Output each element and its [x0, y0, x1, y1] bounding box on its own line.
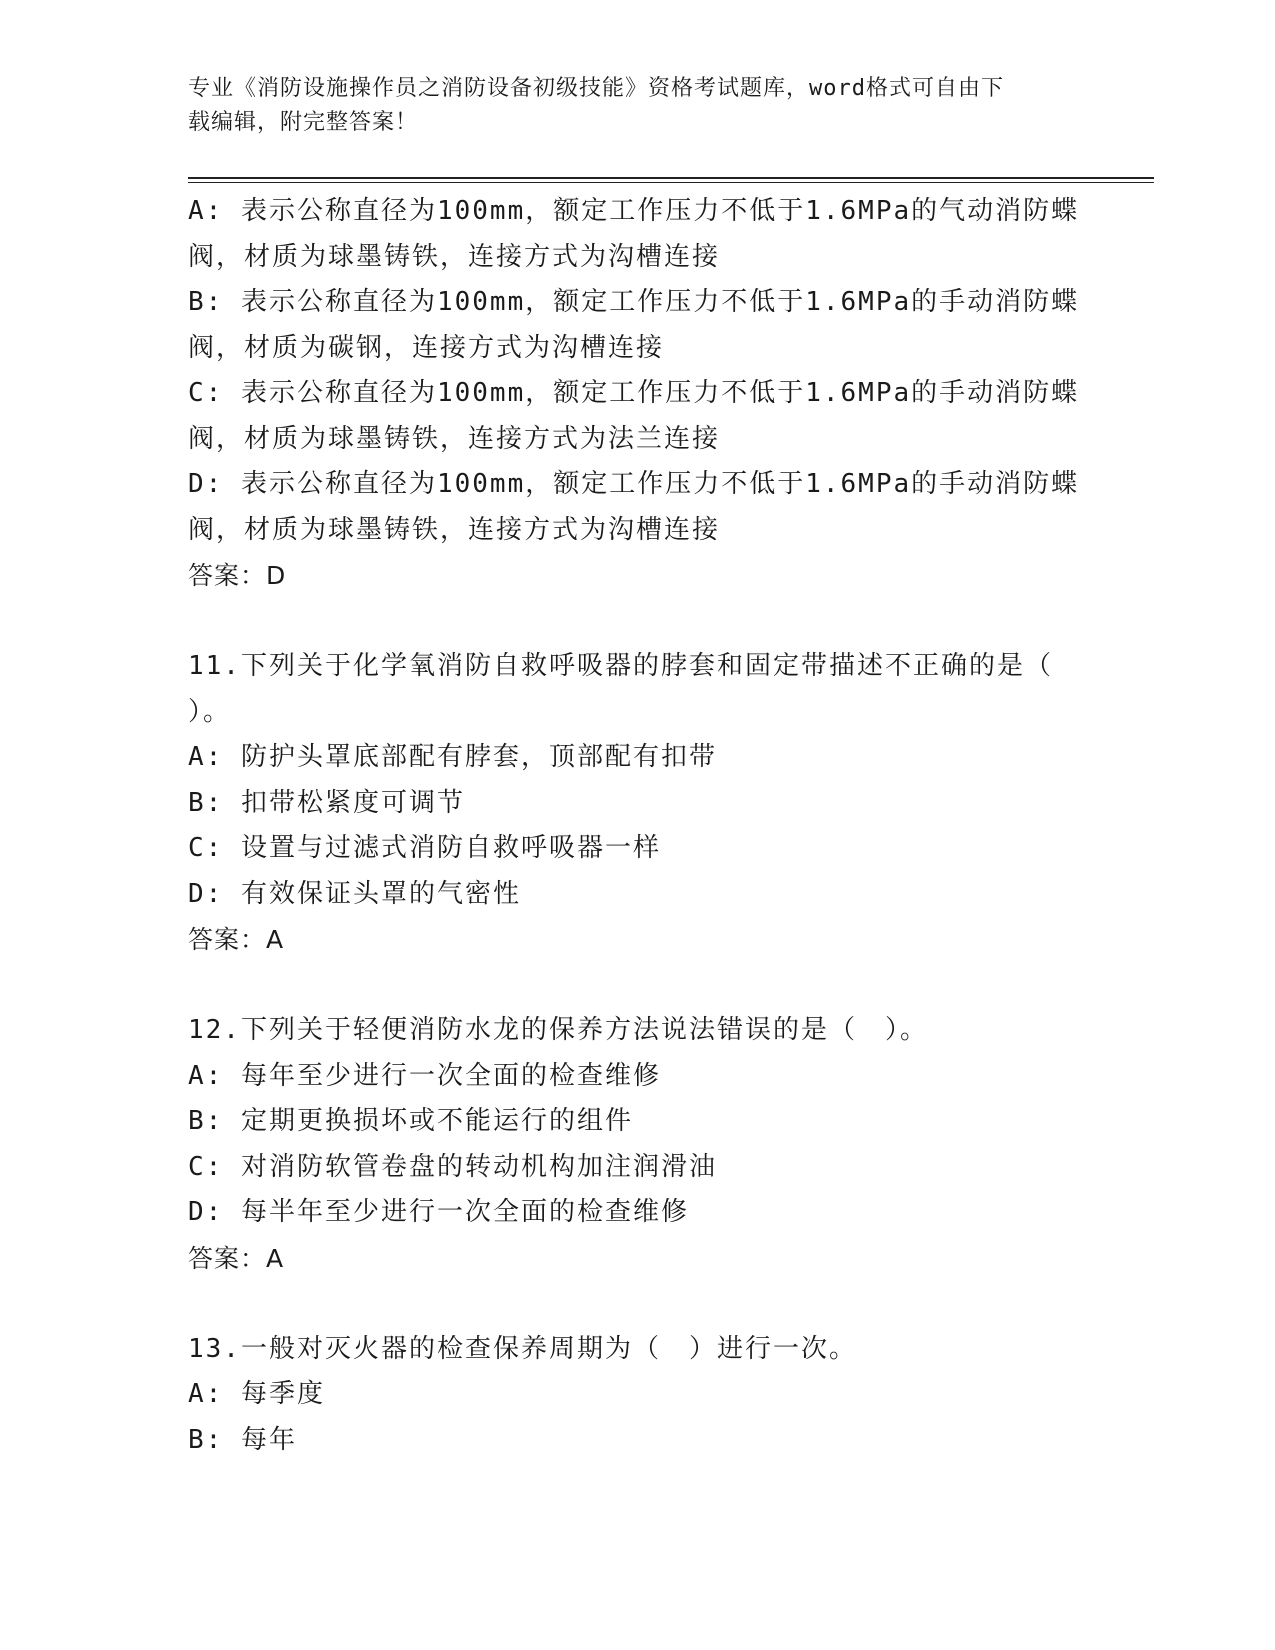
spacer	[188, 963, 1088, 1009]
answer-label: 答案：A	[188, 925, 285, 954]
option-a-line-2: 阀，材质为球墨铸铁，连接方式为沟槽连接	[188, 241, 721, 272]
option-a: A: 每季度	[188, 1379, 325, 1409]
option-b-line-1: B: 表示公称直径为100mm，额定工作压力不低于1.6MPa的手动消防蝶	[188, 287, 1080, 317]
question-text: 13.一般对灭火器的检查保养周期为（ ）进行一次。	[188, 1333, 857, 1364]
spacer	[188, 599, 1088, 645]
header-divider-thin	[188, 182, 1154, 183]
spacer	[188, 1281, 1088, 1327]
option-a: A: 每年至少进行一次全面的检查维修	[188, 1060, 661, 1091]
option-a: A: 防护头罩底部配有脖套，顶部配有扣带	[188, 742, 717, 772]
option-b: B: 扣带松紧度可调节	[188, 787, 465, 818]
question-text: 12.下列关于轻便消防水龙的保养方法说法错误的是（ ）。	[188, 1015, 928, 1045]
option-d-line-2: 阀，材质为球墨铸铁，连接方式为沟槽连接	[188, 514, 721, 545]
option-d: D: 每半年至少进行一次全面的检查维修	[188, 1197, 689, 1227]
question-text-line-2: ）。	[188, 696, 232, 727]
header-divider	[188, 177, 1154, 179]
document-header	[188, 72, 1088, 140]
question-12	[188, 1008, 1088, 1281]
question-13	[188, 1327, 1088, 1464]
question-11	[188, 644, 1088, 963]
question-content	[188, 189, 1088, 1463]
question-text-line-1: 11.下列关于化学氧消防自救呼吸器的脖套和固定带描述不正确的是（	[188, 651, 1053, 681]
answer-label: 答案：D	[188, 561, 287, 590]
option-c: C: 设置与过滤式消防自救呼吸器一样	[188, 833, 661, 863]
option-b: B: 每年	[188, 1424, 297, 1455]
header-line-2: 载编辑，附完整答案！	[188, 110, 419, 135]
option-b-line-2: 阀，材质为碳钢，连接方式为沟槽连接	[188, 332, 665, 363]
header-line-1: 专业《消防设施操作员之消防设备初级技能》资格考试题库，word格式可自由下	[188, 76, 1004, 101]
question-10-options	[188, 189, 1088, 599]
option-d-line-1: D: 表示公称直径为100mm，额定工作压力不低于1.6MPa的手动消防蝶	[188, 469, 1080, 499]
answer-label: 答案：A	[188, 1243, 285, 1273]
option-b: B: 定期更换损坏或不能运行的组件	[188, 1106, 633, 1136]
option-d: D: 有效保证头罩的气密性	[188, 878, 521, 909]
option-c-line-2: 阀，材质为球墨铸铁，连接方式为法兰连接	[188, 423, 721, 454]
option-c: C: 对消防软管卷盘的转动机构加注润滑油	[188, 1151, 717, 1182]
option-c-line-1: C: 表示公称直径为100mm，额定工作压力不低于1.6MPa的手动消防蝶	[188, 378, 1080, 408]
option-a-line-1: A: 表示公称直径为100mm，额定工作压力不低于1.6MPa的气动消防蝶	[188, 196, 1080, 226]
